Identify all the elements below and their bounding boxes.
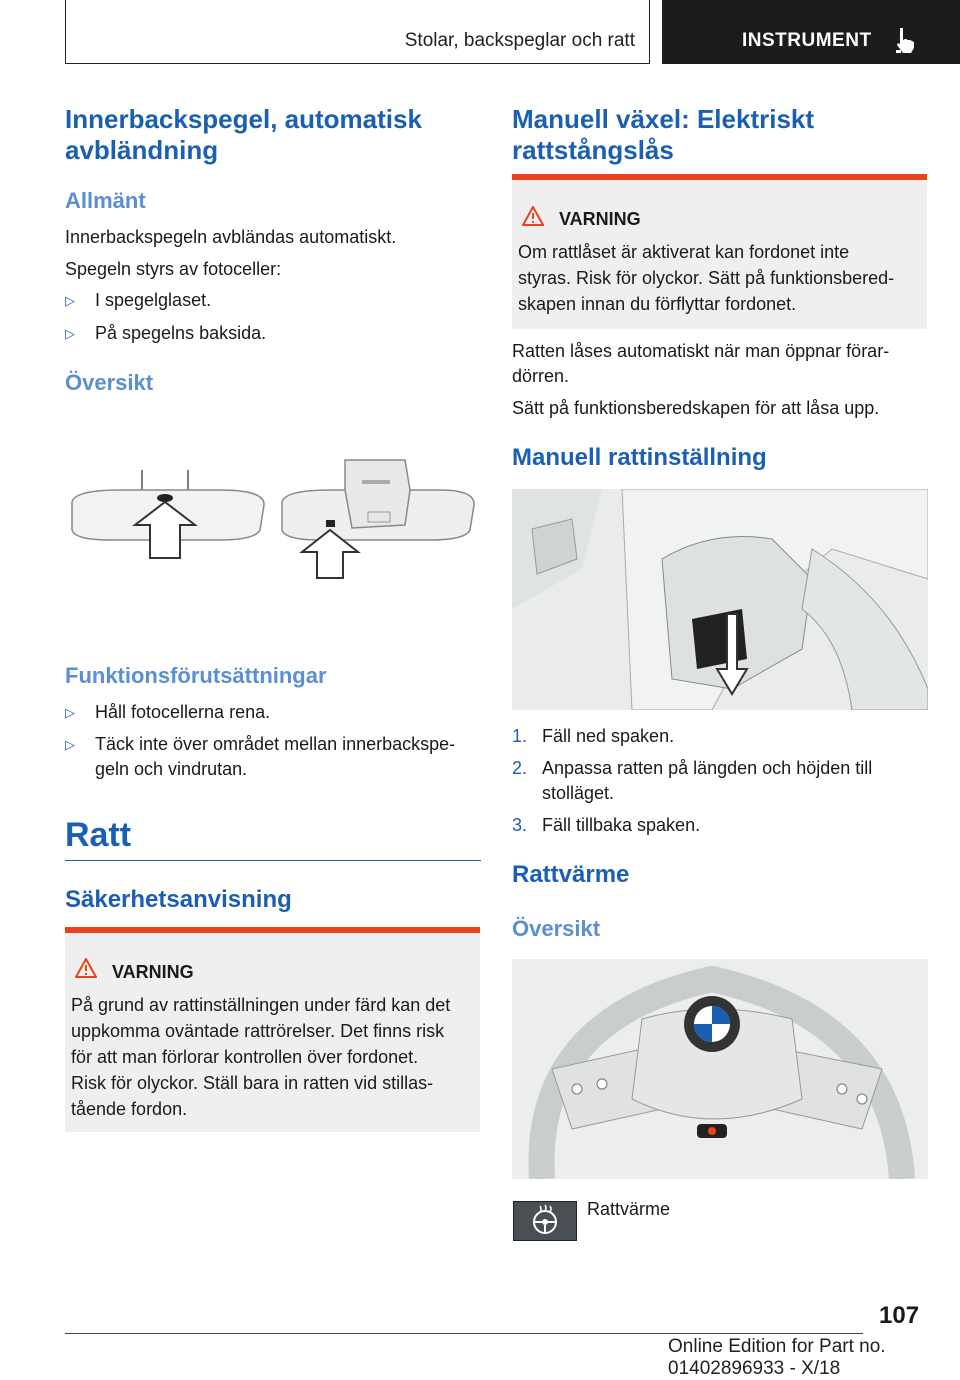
triangle-bullet-icon: ▷ <box>65 737 75 752</box>
lock-text-line: dörren. <box>512 366 570 386</box>
allmant-heading: Allmänt <box>65 188 146 213</box>
warning-triangle-icon <box>75 958 97 978</box>
warning-box-left <box>65 927 480 1132</box>
oversikt-heading-right: Översikt <box>512 916 601 941</box>
pointing-hand-icon <box>894 26 918 54</box>
header-section-tab <box>65 0 650 64</box>
warning-label: VARNING <box>112 962 194 982</box>
manuell-heading: Manuell rattinställning <box>512 444 767 471</box>
steering-column-image <box>512 489 928 710</box>
warning-triangle-icon <box>522 206 544 226</box>
header-chapter-tab <box>662 0 960 64</box>
sakerhet-heading: Säkerhetsanvisning <box>65 886 292 913</box>
triangle-bullet-icon: ▷ <box>65 293 75 308</box>
unlock-text: Sätt på funktionsberedskapen för att låsa upp. <box>512 398 880 418</box>
steering-wheel-heating-icon <box>514 1202 576 1240</box>
allmant-text-1: Innerbackspegeln avbländas automatiskt. <box>65 227 397 247</box>
rattvarme-heading: Rattvärme <box>512 861 630 888</box>
steering-lock-title: Manuell växel: Elektriskt rattstångslås <box>512 104 815 165</box>
warning-line: Om rattlåset är aktiverat kan fordonet inte <box>518 242 850 262</box>
oversikt-heading-left: Översikt <box>65 370 154 395</box>
warning-line: uppkomma oväntade rattrörelser. Det finns risk <box>71 1021 445 1041</box>
warning-line: styras. Risk för olyckor. Sätt på funktionsbered- <box>518 268 895 288</box>
header-section-title: Stolar, backspeglar och ratt <box>404 30 635 51</box>
lock-text-line: Ratten låses automatiskt när man öppnar förar- <box>512 341 890 361</box>
steering-wheel-image <box>512 959 928 1179</box>
chapter-divider <box>65 860 481 861</box>
edition-text: Online Edition for Part no. 01402896933 - X/18 <box>668 1336 886 1379</box>
icon-caption: Rattvärme <box>587 1199 671 1219</box>
warning-box-right <box>512 174 927 329</box>
warning-line: för att man förlorar kontrollen över fordonet. <box>71 1047 419 1067</box>
footer-divider <box>65 1333 863 1334</box>
funktion-heading: Funktionsförutsättningar <box>65 663 327 688</box>
mirror-illustration <box>60 440 480 590</box>
header-chapter-title: INSTRUMENT <box>742 30 872 51</box>
triangle-bullet-icon: ▷ <box>65 326 75 341</box>
steering-wheel-heating-button <box>513 1201 577 1241</box>
warning-label: VARNING <box>559 209 641 229</box>
page-number: 107 <box>879 1302 920 1329</box>
warning-line: På grund av rattinställningen under färd kan det <box>71 995 451 1015</box>
triangle-bullet-icon: ▷ <box>65 705 75 720</box>
allmant-text-2: Spegeln styrs av fotoceller: <box>65 259 282 279</box>
mirror-section-title: Innerbackspegel, automatisk avbländning <box>65 104 422 165</box>
warning-line: skapen innan du förflyttar fordonet. <box>518 294 797 314</box>
warning-line: Risk för olyckor. Ställ bara in ratten vid stillas- <box>71 1073 434 1093</box>
ratt-chapter-title: Ratt <box>65 816 132 854</box>
warning-line: tående fordon. <box>71 1099 188 1119</box>
